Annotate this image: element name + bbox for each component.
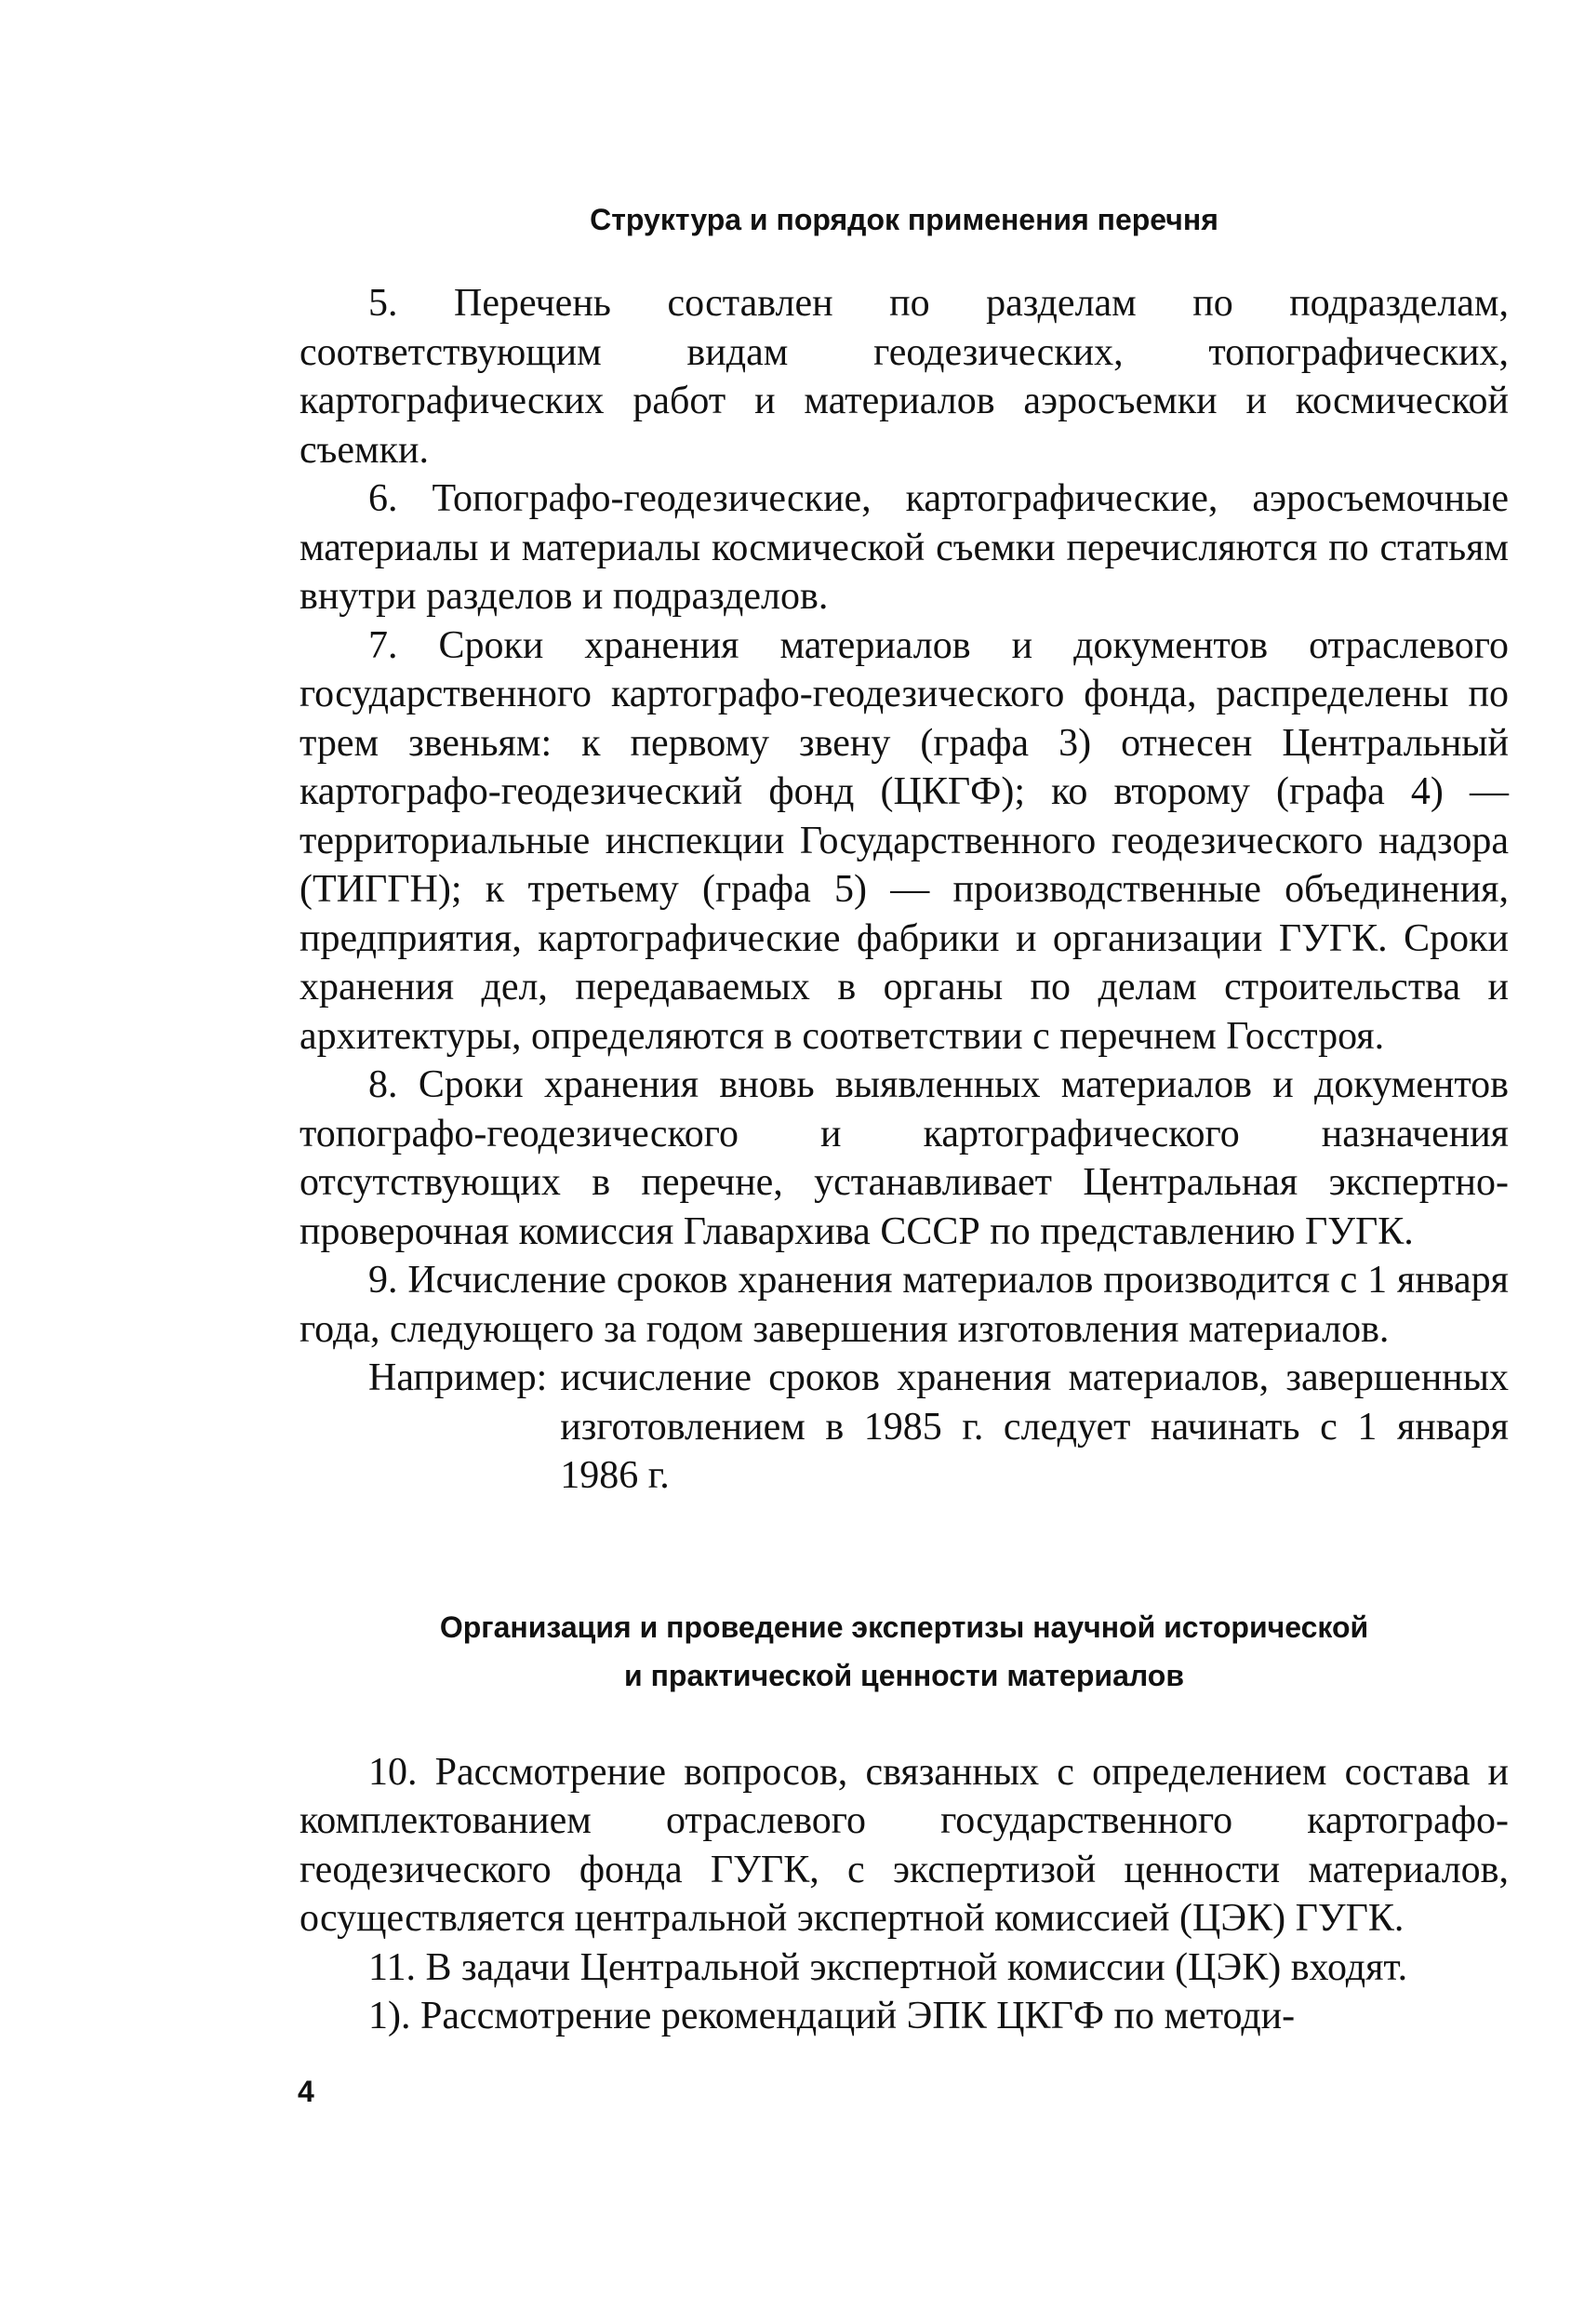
example-label: Например: bbox=[368, 1356, 548, 1399]
paragraph-9: 9. Исчисление сроков хранения материалов производится с 1 января года, следующего за годом завершения изготовления материалов. bbox=[300, 1259, 1509, 1351]
page-number: 4 bbox=[298, 2075, 314, 2108]
paragraph-8: 8. Сроки хранения вновь выявленных материалов и документов топографо-геодезического и картографического назначения отсутствующих в перечне, устанавливает Центральная экспертно-проверочная комиссия Главархива СССР по представлению ГУГК. bbox=[300, 1063, 1509, 1253]
list-item-1: 1). Рассмотрение рекомендаций ЭПК ЦКГФ по методи- bbox=[368, 1995, 1296, 2037]
paragraph-11: 11. В задачи Центральной экспертной комиссии (ЦЭК) входят. bbox=[368, 1945, 1408, 1989]
paragraph-10: 10. Рассмотрение вопросов, связанных с определением состава и комплектованием отраслевого государственного картографо-геодезического фонда ГУГК, с экспертизой ценности материалов, осуществляется центральной экспертной комиссией (ЦЭК) ГУГК. bbox=[300, 1750, 1509, 1940]
section-heading-structure: Структура и порядок применения перечня bbox=[590, 203, 1218, 236]
paragraph-7: 7. Сроки хранения материалов и документов отраслевого государственного картографо-геодезического фонда, распределены по трем звеньям: к первому звену (графа 3) отнесен Центральный картографо-геодезический фонд (ЦКГФ); ко второму (графа 4) — территориальные инспекции Государственного геодезического надзора (ТИГГН); к третьему (графа 5) — производственные объединения, предприятия, картографические фабрики и организации ГУГК. Сроки хранения дел, передаваемых в органы по делам строительства и архитектуры, определяются в соответствии с перечнем Госстроя. bbox=[300, 623, 1509, 1058]
paragraph-5: 5. Перечень составлен по разделам по подразделам, соответствующим видам геодезических, топографических, картографических работ и материалов аэросъемки и космической съемки. bbox=[300, 282, 1509, 472]
page-content bbox=[300, 195, 1509, 2041]
section-heading-expertise-line1: Организация и проведение экспертизы научной исторической bbox=[439, 1609, 1369, 1644]
section-heading-expertise-line2: и практической ценности материалов bbox=[624, 1658, 1184, 1692]
paragraph-6: 6. Топографо-геодезические, картографические, аэросъемочные материалы и материалы космической съемки перечисляются по статьям внутри разделов и подразделов. bbox=[300, 477, 1509, 618]
example-block bbox=[300, 1354, 1509, 1501]
section-heading-expertise bbox=[300, 1603, 1509, 1700]
example-text: исчисление сроков хранения материалов, завершенных изготовлением в 1985 г. следует начинать с 1 января 1986 г. bbox=[560, 1356, 1509, 1497]
